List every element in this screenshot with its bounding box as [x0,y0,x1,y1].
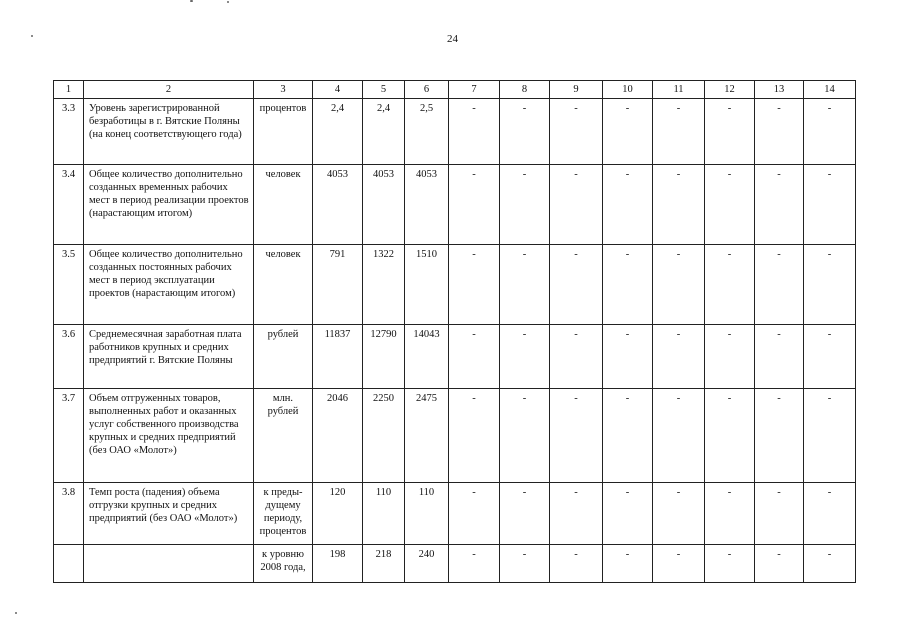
dash-cell: - [804,389,856,483]
dash-cell: - [705,389,755,483]
dash-cell: - [449,483,500,545]
value-cell: 4053 [363,165,405,245]
column-header: 9 [550,81,603,99]
indicator-name: Уровень зарегистрированной безработицы в г. Вятские Поляны (на конец соответствующего года) [84,99,254,165]
dash-cell: - [653,99,705,165]
value-cell: 120 [313,483,363,545]
dash-cell: - [653,545,705,583]
indicator-name: Темп роста (падения) объема отгрузки крупных и средних предприятий (без ОАО «Молот») [84,483,254,545]
dash-cell: - [603,483,653,545]
value-cell: 198 [313,545,363,583]
scan-speck [15,612,17,614]
value-cell: 1510 [405,245,449,325]
value-cell: 4053 [313,165,363,245]
value-cell: 4053 [405,165,449,245]
dash-cell: - [603,545,653,583]
dash-cell: - [804,99,856,165]
indicator-name: Среднемесячная заработная плата работников крупных и средних предприятий г. Вятские Поляны [84,325,254,389]
dash-cell: - [653,325,705,389]
unit-cell: к уровню 2008 года, [254,545,313,583]
dash-cell: - [705,165,755,245]
dash-cell: - [755,545,804,583]
value-cell: 1322 [363,245,405,325]
row-number: 3.4 [54,165,84,245]
dash-cell: - [705,99,755,165]
row-number: 3.5 [54,245,84,325]
value-cell: 2,4 [363,99,405,165]
dash-cell: - [755,165,804,245]
row-number: 3.6 [54,325,84,389]
dash-cell: - [500,165,550,245]
row-number: 3.8 [54,483,84,545]
scan-speck [190,0,193,2]
dash-cell: - [804,545,856,583]
value-cell: 11837 [313,325,363,389]
dash-cell: - [500,245,550,325]
dash-cell: - [603,389,653,483]
dash-cell: - [550,245,603,325]
dash-cell: - [500,545,550,583]
dash-cell: - [755,483,804,545]
value-cell: 12790 [363,325,405,389]
dash-cell: - [705,483,755,545]
column-header: 12 [705,81,755,99]
column-header: 7 [449,81,500,99]
value-cell: 110 [363,483,405,545]
dash-cell: - [653,483,705,545]
table-row [54,99,856,165]
column-header: 2 [84,81,254,99]
unit-cell: рублей [254,325,313,389]
dash-cell: - [449,99,500,165]
table-row [54,165,856,245]
table-row [54,545,856,583]
dash-cell: - [500,389,550,483]
column-header: 6 [405,81,449,99]
indicator-name: Объем отгруженных товаров, выполненных работ и оказанных услуг собственного производства крупных и средних предприятий (без ОАО «Молот») [84,389,254,483]
dash-cell: - [705,545,755,583]
dash-cell: - [755,325,804,389]
column-header: 4 [313,81,363,99]
indicators-table [53,80,856,583]
dash-cell: - [653,245,705,325]
dash-cell: - [603,325,653,389]
unit-cell: млн. рублей [254,389,313,483]
table-row [54,483,856,545]
value-cell: 2,4 [313,99,363,165]
dash-cell: - [705,245,755,325]
dash-cell: - [550,483,603,545]
unit-cell: человек [254,245,313,325]
indicator-name: Общее количество дополнительно созданных постоянных рабочих мест в период эксплуатации проектов (нарастающим итогом) [84,245,254,325]
column-header: 3 [254,81,313,99]
column-header: 1 [54,81,84,99]
page-number: 24 [447,33,458,45]
dash-cell: - [449,165,500,245]
dash-cell: - [500,99,550,165]
table-row [54,325,856,389]
scan-speck [31,35,33,37]
dash-cell: - [550,389,603,483]
dash-cell: - [449,245,500,325]
scan-speck [227,1,229,3]
unit-cell: процентов [254,99,313,165]
value-cell: 14043 [405,325,449,389]
value-cell: 2046 [313,389,363,483]
column-header: 11 [653,81,705,99]
column-header: 10 [603,81,653,99]
row-number: 3.7 [54,389,84,483]
dash-cell: - [755,245,804,325]
unit-cell: к преды-дущему периоду, процентов [254,483,313,545]
column-header: 8 [500,81,550,99]
dash-cell: - [603,99,653,165]
unit-cell: человек [254,165,313,245]
header-row [54,81,856,99]
dash-cell: - [653,389,705,483]
table-row [54,245,856,325]
row-number [54,545,84,583]
dash-cell: - [449,389,500,483]
dash-cell: - [500,325,550,389]
value-cell: 110 [405,483,449,545]
dash-cell: - [755,389,804,483]
value-cell: 2250 [363,389,405,483]
dash-cell: - [705,325,755,389]
row-number: 3.3 [54,99,84,165]
value-cell: 791 [313,245,363,325]
dash-cell: - [755,99,804,165]
value-cell: 2475 [405,389,449,483]
dash-cell: - [653,165,705,245]
dash-cell: - [804,165,856,245]
dash-cell: - [449,325,500,389]
dash-cell: - [449,545,500,583]
dash-cell: - [550,165,603,245]
dash-cell: - [550,325,603,389]
value-cell: 2,5 [405,99,449,165]
indicator-name [84,545,254,583]
column-header: 14 [804,81,856,99]
dash-cell: - [603,165,653,245]
table-row [54,389,856,483]
column-header: 13 [755,81,804,99]
dash-cell: - [500,483,550,545]
dash-cell: - [550,545,603,583]
column-header: 5 [363,81,405,99]
dash-cell: - [603,245,653,325]
dash-cell: - [804,245,856,325]
value-cell: 240 [405,545,449,583]
value-cell: 218 [363,545,405,583]
indicator-name: Общее количество дополнительно созданных временных рабочих мест в период реализации проектов (нарастающим итогом) [84,165,254,245]
dash-cell: - [804,325,856,389]
dash-cell: - [804,483,856,545]
dash-cell: - [550,99,603,165]
